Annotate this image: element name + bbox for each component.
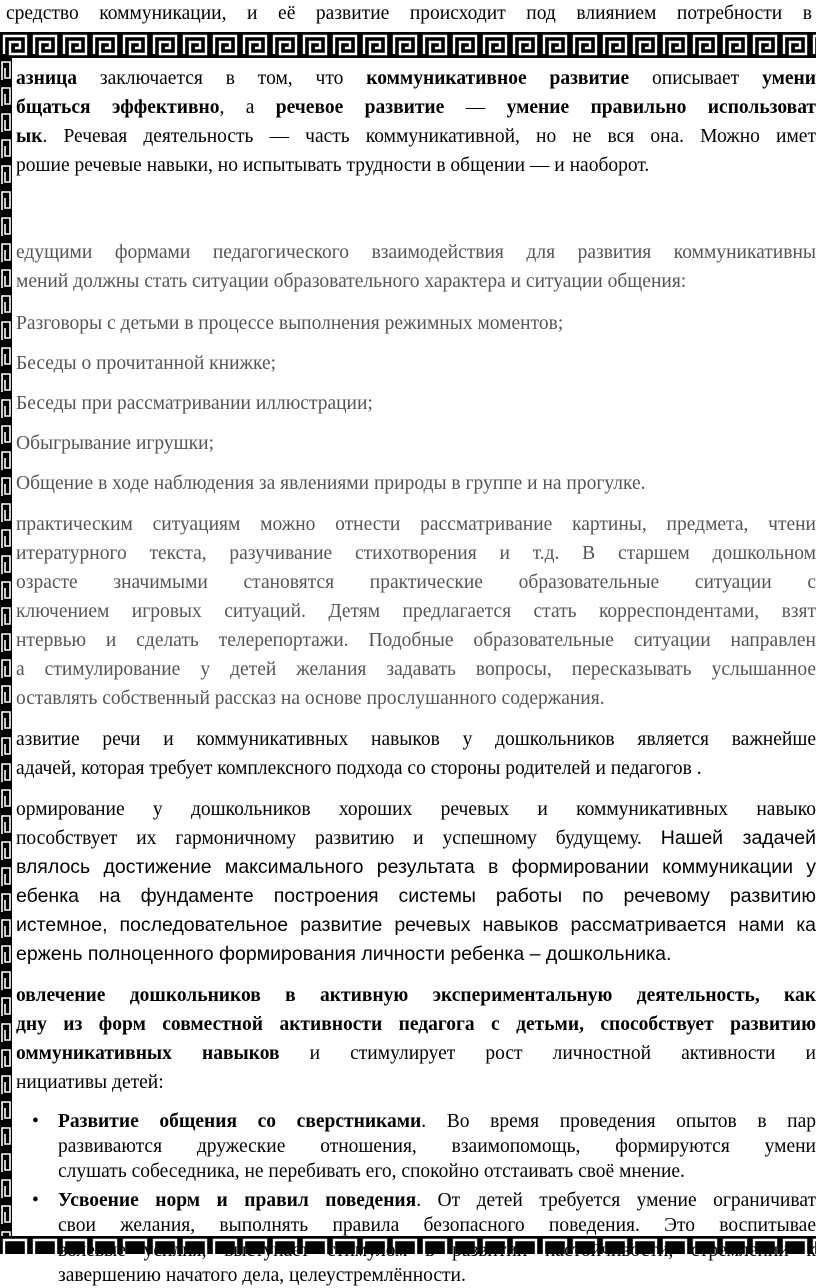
form-item: Беседы при рассматривании иллюстрации;: [16, 393, 373, 414]
list-item-line: [58, 1109, 816, 1134]
list-item: [32, 1188, 816, 1288]
para3-line: ключением игровых ситуаций. Детям предлагается стать корреспондентами, взят: [16, 601, 816, 622]
para5-line: истемное, последовательное развитие речевых навыков рассматривается нами ка: [16, 914, 816, 936]
bold-term: умени: [762, 68, 816, 89]
bold-term: ык: [16, 126, 43, 147]
text: . От детей требуется умение ограничиват: [416, 1190, 816, 1211]
para1-line4: рошие речевые навыки, но испытывать трудности в общении — и наоборот.: [16, 155, 650, 176]
list-item-line: волевые усилия, выступает стимулом в развитии настойчивости, стремлении к: [58, 1240, 816, 1261]
bold-term: Усвоение норм и правил поведения: [58, 1190, 417, 1211]
bold-term: бщаться эффективно: [16, 97, 220, 118]
bold-term: Развитие общения со сверстниками: [58, 1111, 422, 1132]
text: и стимулирует рост личностной активности и: [279, 1043, 816, 1064]
text: . Во время проведения опытов в пар: [421, 1111, 816, 1132]
list-item-line: развиваются дружеские отношения, взаимопомощь, формируются умени: [58, 1136, 816, 1157]
para1-line1: [16, 64, 816, 93]
para6-line: [16, 1039, 816, 1068]
text: —: [444, 97, 507, 118]
bullet-icon: •: [32, 1190, 39, 1211]
greek-key-border-left: [0, 58, 12, 1236]
list-item-line: слушать собеседника, не перебивать его, спокойно отстаивать своё мнение.: [58, 1161, 685, 1182]
para5-line: ержень полноценного формирования личности ребенка – дошкольника.: [16, 943, 672, 965]
para5-line: ебенка на фундаменте построения системы работы по речевому развитию: [16, 885, 816, 907]
bold-text: дну из форм совместной активности педагога с детьми, способствует развитию: [16, 1014, 816, 1035]
bullet-icon: •: [32, 1111, 39, 1132]
paragraph-speech-development: [16, 725, 816, 783]
paragraph-practical-situations: [16, 510, 816, 713]
spacer: [16, 180, 816, 238]
spacer: [16, 783, 816, 795]
bold-term: умение правильно использоват: [506, 97, 816, 118]
paragraph-our-task: [16, 795, 816, 969]
text: заключается в том, что: [77, 68, 367, 89]
para2-line1: едущими формами педагогического взаимодействия для развития коммуникативны: [16, 242, 816, 263]
para5-line: ормирование у дошкольников хороших речевых и коммуникативных навыко: [16, 799, 816, 820]
bold-text: овлечение дошкольников в активную экспериментальную деятельность, как: [16, 985, 816, 1006]
para1-line2: [16, 93, 816, 122]
form-item: Обыгрывание игрушки;: [16, 433, 214, 454]
spacer: [16, 969, 816, 981]
text: , а: [219, 97, 276, 118]
text: Нашей задачей: [660, 827, 816, 849]
para6-line: нициативы детей:: [16, 1072, 164, 1093]
paragraph-experimental-activity: [16, 981, 816, 1097]
greek-key-pattern-top: [0, 32, 816, 58]
bullet-list: [16, 1109, 816, 1288]
paragraph-difference: [16, 64, 816, 180]
bold-term: речевое развитие: [275, 97, 445, 118]
greek-key-border-top: [0, 32, 816, 58]
bold-text: оммуникативных навыков: [16, 1043, 280, 1064]
para6-line: [16, 1010, 816, 1039]
list-item-line: [58, 1188, 816, 1213]
para4-line: азвитие речи и коммуникативных навыков у дошкольников является важнейше: [16, 729, 816, 750]
para3-line: оставлять собственный рассказ на основе прослушанного содержания.: [16, 688, 605, 709]
para4-line: адачей, которая требует комплексного подхода со стороны родителей и педагогов .: [16, 758, 702, 779]
greek-key-pattern-left: [0, 58, 12, 1236]
para3-line: нтервью и сделать телерепортажи. Подобные образовательные ситуации направлен: [16, 630, 816, 651]
para5-line: [16, 824, 816, 853]
para3-line: практическим ситуациям можно отнести рассматривание картины, предмета, чтени: [16, 514, 816, 535]
para6-line: [16, 981, 816, 1010]
spacer: [16, 713, 816, 725]
bold-term: коммуникативное развитие: [366, 68, 630, 89]
form-item: Беседы о прочитанной книжке;: [16, 353, 277, 374]
forms-list: [16, 304, 816, 504]
spacer: [16, 1097, 816, 1109]
form-item: Разговоры с детьми в процессе выполнения режимных моментов;: [16, 313, 564, 334]
header-text-line: средство коммуникации, и её развитие происходит под влиянием потребности в: [6, 3, 812, 24]
para3-line: озрасте значимыми становятся практические образовательные ситуации с: [16, 572, 816, 593]
paragraph-forms-intro: [16, 238, 816, 296]
list-item-line: завершению начатого дела, целеустремлённости.: [58, 1265, 466, 1286]
para2-line2: мений должны стать ситуации образовательного характера и ситуации общения:: [16, 271, 687, 292]
para3-line: а стимулирование у детей желания задавать вопросы, пересказывать услышанное: [16, 659, 816, 680]
para1-line3: [16, 122, 816, 151]
bold-term: азница: [16, 68, 78, 89]
text: пособствует их гармоничному развитию и успешному будущему.: [16, 828, 661, 849]
para3-line: итературного текста, разучивание стихотворения и т.д. В старшем дошкольном: [16, 543, 816, 564]
document-body: [16, 64, 816, 1286]
text: . Речевая деятельность — часть коммуникативной, но не вся она. Можно имет: [42, 126, 816, 147]
para5-line: влялось достижение максимального результата в формировании коммуникации у: [16, 856, 816, 878]
list-item-line: свои желания, выполнять правила безопасного поведения. Это воспитывае: [58, 1215, 816, 1236]
text: описывает: [629, 68, 763, 89]
form-item: Общение в ходе наблюдения за явлениями природы в группе и на прогулке.: [16, 473, 646, 494]
list-item: [32, 1109, 816, 1184]
